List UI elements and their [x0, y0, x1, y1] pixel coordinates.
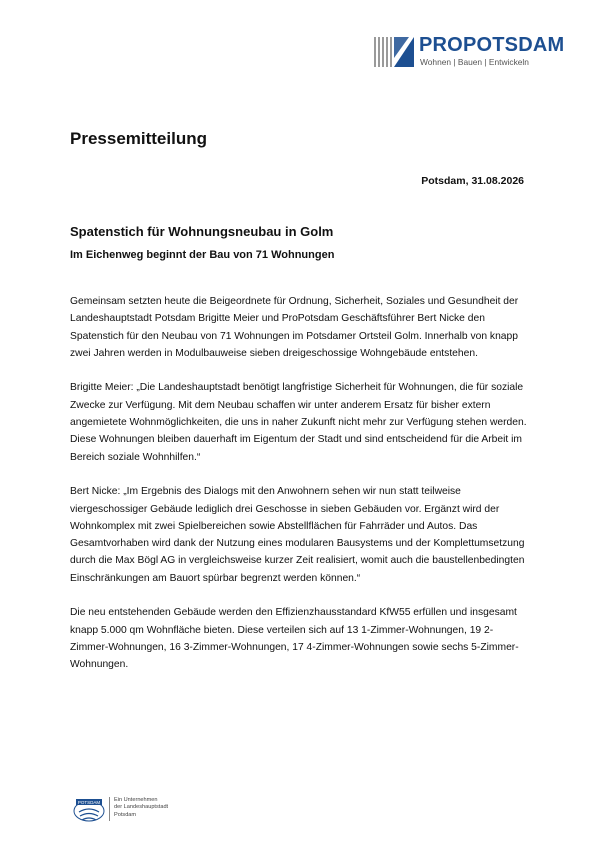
footer-line: Potsdam	[114, 811, 137, 818]
body-text	[70, 293, 530, 691]
footer-line: Ein Unternehmen	[114, 797, 158, 803]
document-type: Pressemitteilung	[70, 129, 207, 148]
footer-divider	[109, 797, 110, 821]
place-and-date: Potsdam, 31.08.2026	[421, 175, 524, 187]
paragraph: Bert Nicke: „Im Ergebnis des Dialogs mit den Anwohnern sehen wir nun statt teilweise viergeschossiger Gebäude lediglich drei Geschosse in sieben Gebäuden vor. Ergänzt wird der Wohnkomplex mit zwei Spielbereichen sowie Abstellflächen für Fahrräder und Autos. Das Gesamtvorhaben wird dank der Nutzung eines modularen Bausystems und der Komplettumsetzung durch die Max Bögl AG in vergleichsweise kurzer Zeit realisiert, womit auch die baustellenbedingten Einschränkungen am Bauort spürbar begrenzt werden können.“	[70, 486, 525, 584]
footer-text	[114, 797, 168, 819]
paragraph: Die neu entstehenden Gebäude werden den Effizienzhausstandard KfW55 erfüllen und insgesamt knapp 5.000 qm Wohnfläche bieten. Diese verteilen sich auf 13 1-Zimmer-Wohnungen, 19 2-Zimmer-Wohnungen, 16 3-Zimmer-Wohnungen, 17 4-Zimmer-Wohnungen sowie sechs 5-Zimmer-Wohnungen.	[70, 607, 519, 671]
footer-line: der Landeshauptstadt	[114, 804, 169, 811]
propotsdam-stripes-logo-icon	[374, 34, 416, 68]
headline: Spatenstich für Wohnungsneubau in Golm	[70, 224, 334, 239]
potsdam-city-seal-icon	[72, 797, 106, 823]
brand-name: PROPOTSDAM	[419, 34, 565, 56]
paragraph: Gemeinsam setzten heute die Beigeordnete für Ordnung, Sicherheit, Soziales und Gesundheit der Landeshauptstadt Potsdam Brigitte Meier und ProPotsdam Geschäftsführer Bert Nicke den Spatenstich für den Neubau von 71 Wohnungen im Potsdamer Ortsteil Golm. Innerhalb von knapp zwei Jahren werden in Modulbauweise sieben dreigeschossige Wohngebäude entstehen.	[70, 296, 519, 359]
paragraph: Brigitte Meier: „Die Landeshauptstadt benötigt langfristige Sicherheit für Wohnungen, die für soziale Zwecke zur Verfügung. Mit dem Neubau schaffen wir unter anderem Ersatz für bisher extern angemietete Wohnmöglichkeiten, die uns in naher Zukunft nicht mehr zur Verfügung stehen werden. Diese Wohnungen bleiben dauerhaft im Eigentum der Stadt und sind entscheidend für die Arbeit im Bereich soziale Wohnhilfen.“	[70, 382, 527, 463]
subheadline: Im Eichenweg beginnt der Bau von 71 Wohnungen	[70, 249, 335, 261]
brand-tagline: Wohnen | Bauen | Entwickeln	[420, 57, 529, 67]
propotsdam-logo	[374, 34, 565, 70]
seal-lettering: POTSDAM	[77, 800, 101, 805]
